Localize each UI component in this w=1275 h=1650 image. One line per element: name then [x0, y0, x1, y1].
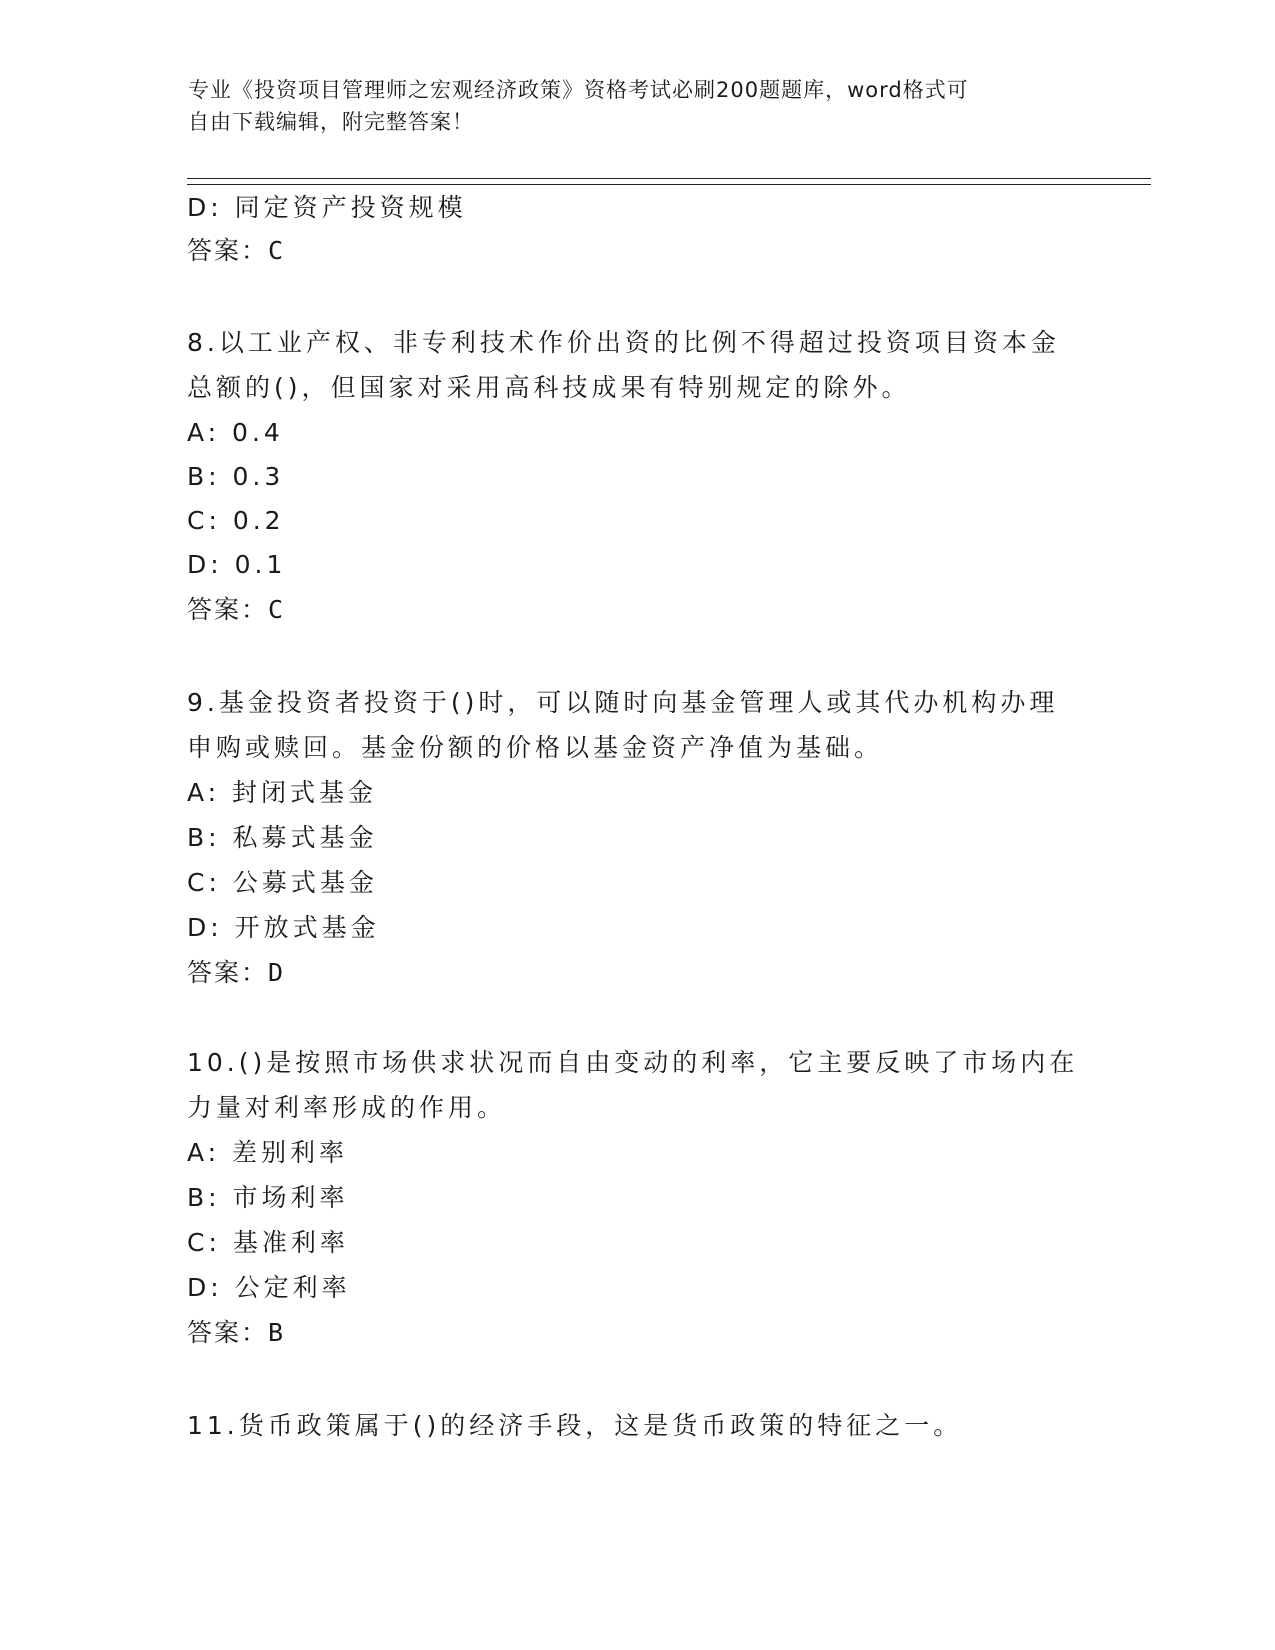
- header-line-2: 自由下载编辑，附完整答案！: [188, 110, 474, 134]
- q11-stem-line-1: 11.货币政策属于()的经济手段，这是货币政策的特征之一。: [187, 1411, 963, 1440]
- header-divider: [187, 178, 1151, 185]
- q8-option-c: C: 0.2: [187, 506, 285, 535]
- q10-option-c: C: 基准利率: [187, 1228, 349, 1257]
- q8-stem-line-1: 8.以工业产权、非专利技术作价出资的比例不得超过投资项目资本金: [187, 328, 1060, 357]
- answer-label: 答案：: [187, 1318, 269, 1347]
- q8-answer: [187, 587, 284, 633]
- answer-value: C: [268, 595, 285, 624]
- answer-label: 答案：: [187, 958, 269, 987]
- q8-option-d: D: 0.1: [187, 550, 287, 579]
- q10-option-b: B: 市场利率: [187, 1183, 349, 1212]
- q9-answer: [187, 950, 284, 996]
- q10-option-d: D: 公定利率: [187, 1273, 351, 1302]
- header-line-1: 专业《投资项目管理师之宏观经济政策》资格考试必刷200题题库，word格式可: [188, 78, 969, 102]
- q9-option-b: B: 私募式基金: [187, 823, 378, 852]
- q7-option-d: D: 同定资产投资规模: [187, 193, 467, 222]
- q8-stem-line-2: 总额的()，但国家对采用高科技成果有特别规定的除外。: [187, 373, 911, 402]
- q9-stem-line-1: 9.基金投资者投资于()时，可以随时向基金管理人或其代办机构办理: [187, 688, 1059, 717]
- q9-option-d: D: 开放式基金: [187, 913, 380, 942]
- q10-answer: [187, 1310, 284, 1356]
- answer-label: 答案：: [187, 236, 269, 265]
- answer-value: C: [268, 236, 285, 265]
- answer-label: 答案：: [187, 595, 269, 624]
- q8-option-a: A: 0.4: [187, 418, 284, 447]
- q8-option-b: B: 0.3: [187, 462, 285, 491]
- answer-value: D: [268, 958, 285, 987]
- q10-stem-line-2: 力量对利率形成的作用。: [187, 1093, 507, 1122]
- q9-stem-line-2: 申购或赎回。基金份额的价格以基金资产净值为基础。: [187, 733, 884, 762]
- answer-value: B: [268, 1318, 285, 1347]
- page-header: [188, 74, 1068, 138]
- q9-option-c: C: 公募式基金: [187, 868, 378, 897]
- q10-option-a: A: 差别利率: [187, 1138, 349, 1167]
- q7-answer: [187, 228, 284, 274]
- q9-option-a: A: 封闭式基金: [187, 778, 378, 807]
- q10-stem-line-1: 10.()是按照市场供求状况而自由变动的利率，它主要反映了市场内在: [187, 1048, 1079, 1077]
